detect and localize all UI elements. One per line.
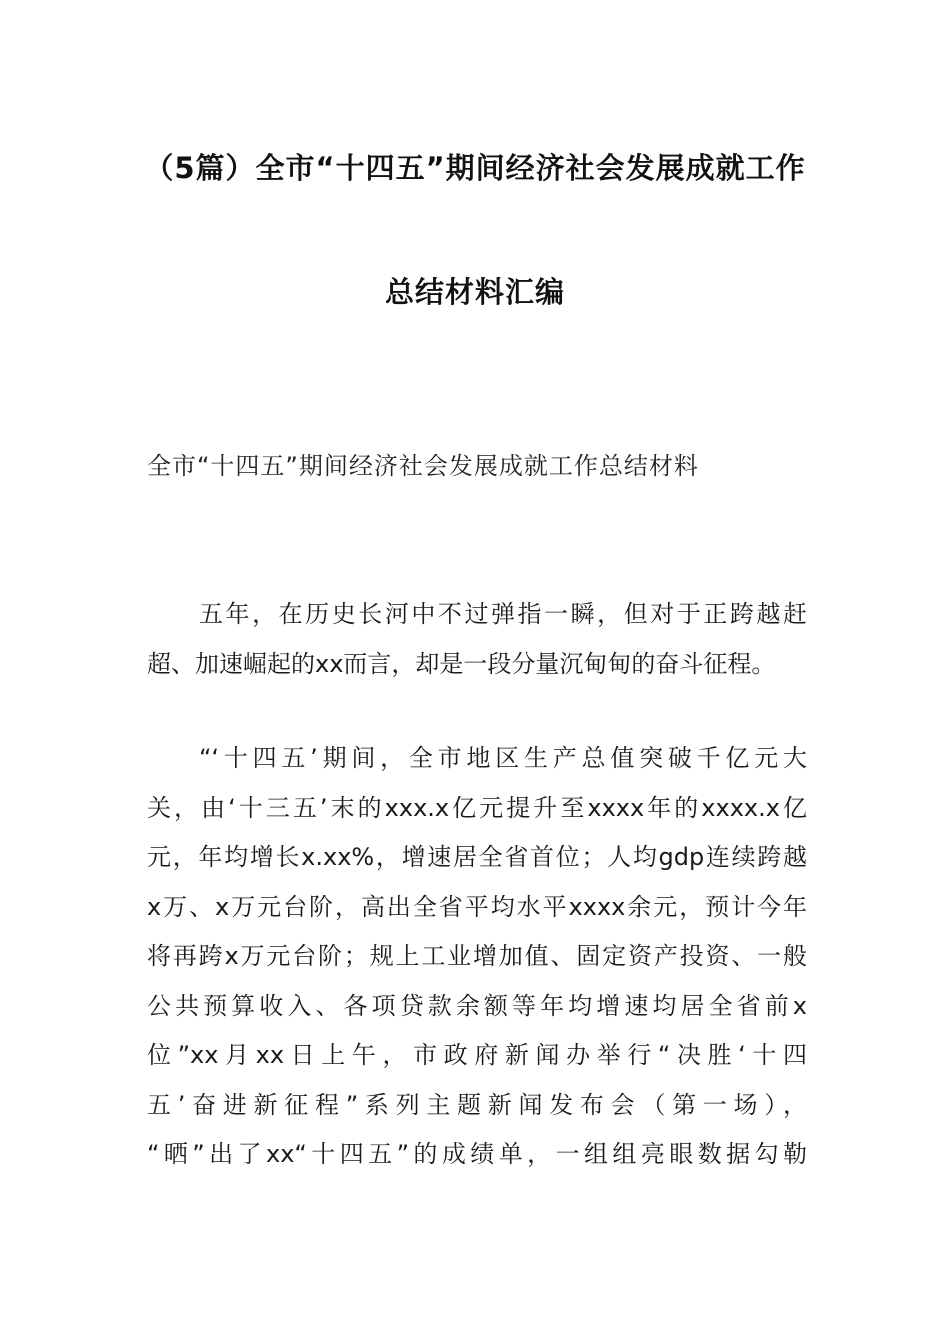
document-title-line-1: （5篇）全市“十四五”期间经济社会发展成就工作 <box>144 151 806 185</box>
paragraph-1-line-1: 五年，在历史长河中不过弹指一瞬，但对于正跨越赶 <box>199 600 807 628</box>
paragraph-1 <box>147 590 807 689</box>
paragraph-2-line-5: 将再跨x万元台阶；规上工业增加值、固定资产投资、一般 <box>147 942 807 970</box>
paragraph-2-line-6: 公共预算收入、各项贷款余额等年均增速均居全省前x <box>147 991 807 1020</box>
paragraph-2-line-1: “‘十四五’期间，全市地区生产总值突破千亿元大 <box>199 744 807 772</box>
paragraph-1-line-2: 超、加速崛起的xx而言，却是一段分量沉甸甸的奋斗征程。 <box>147 649 776 678</box>
article-subtitle: 全市“十四五”期间经济社会发展成就工作总结材料 <box>147 452 699 480</box>
paragraph-2-line-9: “晒”出了xx“十四五”的成绩单，一组组亮眼数据勾勒 <box>147 1140 807 1168</box>
paragraph-2-line-7: 位”xx月xx日上午，市政府新闻办举行“决胜‘十四 <box>147 1041 807 1069</box>
paragraph-2-line-2: 关，由‘十三五’末的xxx.x亿元提升至xxxx年的xxxx.x亿 <box>147 793 807 822</box>
paragraph-2-line-8: 五’奋进新征程”系列主题新闻发布会（第一场）， <box>147 1090 807 1119</box>
paragraph-2-line-3: 元，年均增长x.xx%，增速居全省首位；人均gdp连续跨越 <box>147 843 807 871</box>
paragraph-2 <box>147 734 807 1180</box>
document-title-line-2: 总结材料汇编 <box>384 275 565 309</box>
paragraph-2-line-4: x万、x万元台阶，高出全省平均水平xxxx余元，预计今年 <box>147 892 807 921</box>
